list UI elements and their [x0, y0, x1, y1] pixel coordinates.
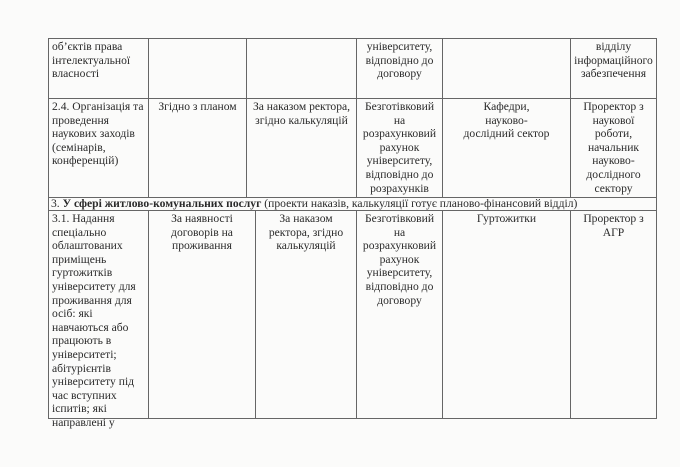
section-note: (проекти наказів, калькуляції готує планово-фінансовий відділ): [264, 197, 578, 210]
cell-responsible: Проректор з АГР: [583, 212, 644, 239]
col-divider: [148, 38, 149, 197]
cell-payment: Безготівковий на розрахунковий рахунок університету, відповідно до розрахунків: [362, 100, 437, 195]
cell-executor: Кафедри, науково-дослідний сектор: [463, 100, 550, 141]
cell-responsible: відділу інформаційного забезпечення: [574, 40, 653, 81]
cell-payment: університету, відповідно до договору: [365, 40, 434, 81]
cell-service: 3.1. Надання спеціально облаштованих приміщень гуртожитків університету для проживання для осіб: які навчаються або працюють в університеті; абітурієнтів університету під час вступних іспитів; які направлені у: [52, 212, 136, 429]
col-divider: [570, 210, 571, 419]
cell-basis: За наявності договорів на проживання: [171, 212, 233, 253]
cell-basis: Згідно з планом: [158, 100, 237, 113]
cell-responsible: Проректор з наукової роботи, начальник науково-дослідного сектору: [583, 100, 644, 195]
cell-service: об’єктів права інтелектуальної власності: [52, 40, 131, 81]
section-title: У сфері житлово-комунальних послуг: [62, 197, 262, 210]
section-number: 3.: [51, 197, 60, 210]
cell-service: 2.4. Організація та проведення наукових заходів (семінарів, конференцій): [52, 100, 144, 168]
section-heading: [48, 197, 656, 210]
col-divider: [442, 210, 443, 419]
cell-executor: Гуртожитки: [476, 212, 537, 225]
table-border-right: [656, 38, 657, 419]
cell-payment: Безготівковий на розрахунковий рахунок університету, відповідно до договору: [362, 212, 437, 307]
cell-price: За наказом ректора, згідно калькуляцій: [268, 212, 344, 253]
cell-price: За наказом ректора, згідно калькуляцій: [252, 100, 351, 127]
